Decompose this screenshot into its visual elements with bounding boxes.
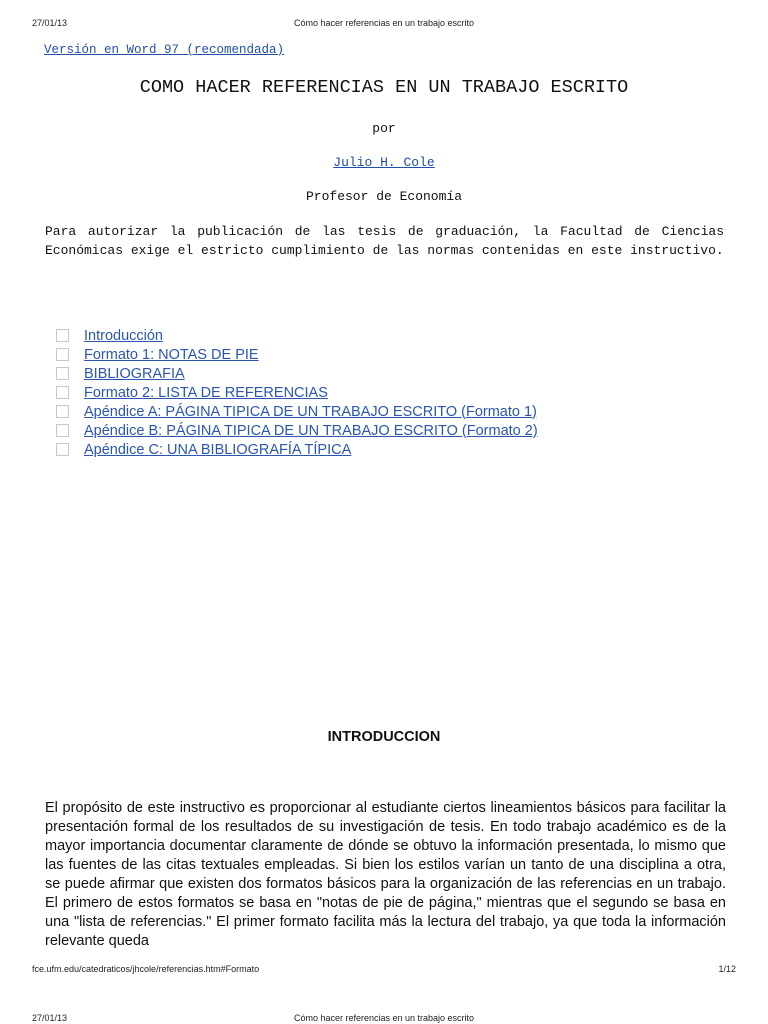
toc-link[interactable]: BIBLIOGRAFIA <box>84 365 185 382</box>
section-title: INTRODUCCION <box>327 729 441 745</box>
next-page-header <box>0 1013 768 1024</box>
toc-link[interactable]: Introducción <box>84 327 163 344</box>
bullet-box-icon <box>56 367 69 380</box>
bullet-box-icon <box>56 443 69 456</box>
author-link[interactable]: Julio H. Cole <box>333 155 435 170</box>
table-of-contents <box>56 326 538 459</box>
toc-item-apendice-a[interactable] <box>56 402 538 421</box>
author-role: Profesor de Economía <box>305 189 463 204</box>
next-print-title: Cómo hacer referencias en un trabajo escrito <box>293 1013 475 1023</box>
toc-link[interactable]: Apéndice B: PÁGINA TIPICA DE UN TRABAJO ESCRITO (Formato 2) <box>84 422 538 439</box>
toc-item-apendice-b[interactable] <box>56 421 538 440</box>
toc-link[interactable]: Formato 2: LISTA DE REFERENCIAS <box>84 384 328 401</box>
bullet-box-icon <box>56 405 69 418</box>
toc-link[interactable]: Apéndice C: UNA BIBLIOGRAFÍA TÍPICA <box>84 441 352 458</box>
page-title: COMO HACER REFERENCIAS EN UN TRABAJO ESCRITO <box>139 77 629 98</box>
print-header <box>0 18 768 32</box>
toc-item-apendice-c[interactable] <box>56 440 538 459</box>
next-print-date: 27/01/13 <box>32 1013 68 1023</box>
toc-item-formato-1[interactable] <box>56 345 538 364</box>
by-label: por <box>372 121 396 136</box>
toc-link[interactable]: Apéndice A: PÁGINA TIPICA DE UN TRABAJO ESCRITO (Formato 1) <box>84 403 537 420</box>
bullet-box-icon <box>56 424 69 437</box>
section-paragraph: El propósito de este instructivo es proporcionar al estudiante ciertos lineamientos básicos para facilitar la presentación formal de los resultados de su investigación de tesis. En todo trabajo académico es de la mayor importancia documentar claramente de dónde se obtuvo la información presentada, lo mismo que las fuentes de las citas textuales empleadas. Si bien los estilos varían un tanto de una disciplina a otra, se puede afirmar que existen dos formatos básicos para la organización de las referencias en un trabajo. El primero de estos formatos se basa en "notas de pie de página," mientras que el segundo se basa en una "lista de referencias." El primer formato facilita más la lectura del trabajo, ya que toda la información relevante queda <box>45 800 726 949</box>
toc-item-formato-2[interactable] <box>56 383 538 402</box>
intro-paragraph: Para autorizar la publicación de las tesis de graduación, la Facultad de Ciencias Económicas exige el estricto cumplimiento de las normas contenidas en este instructivo. <box>45 224 724 258</box>
page-number: 1/12 <box>718 964 736 974</box>
print-url: fce.ufm.edu/catedraticos/jhcole/referencias.htm#Formato <box>32 964 260 974</box>
toc-link[interactable]: Formato 1: NOTAS DE PIE <box>84 346 259 363</box>
toc-item-introduccion[interactable] <box>56 326 538 345</box>
bullet-box-icon <box>56 348 69 361</box>
print-title: Cómo hacer referencias en un trabajo escrito <box>293 18 475 28</box>
toc-item-bibliografia[interactable] <box>56 364 538 383</box>
word-version-link[interactable]: Versión en Word 97 (recomendada) <box>44 43 285 57</box>
bullet-box-icon <box>56 386 69 399</box>
bullet-box-icon <box>56 329 69 342</box>
print-date: 27/01/13 <box>32 18 68 28</box>
print-footer <box>0 964 768 978</box>
